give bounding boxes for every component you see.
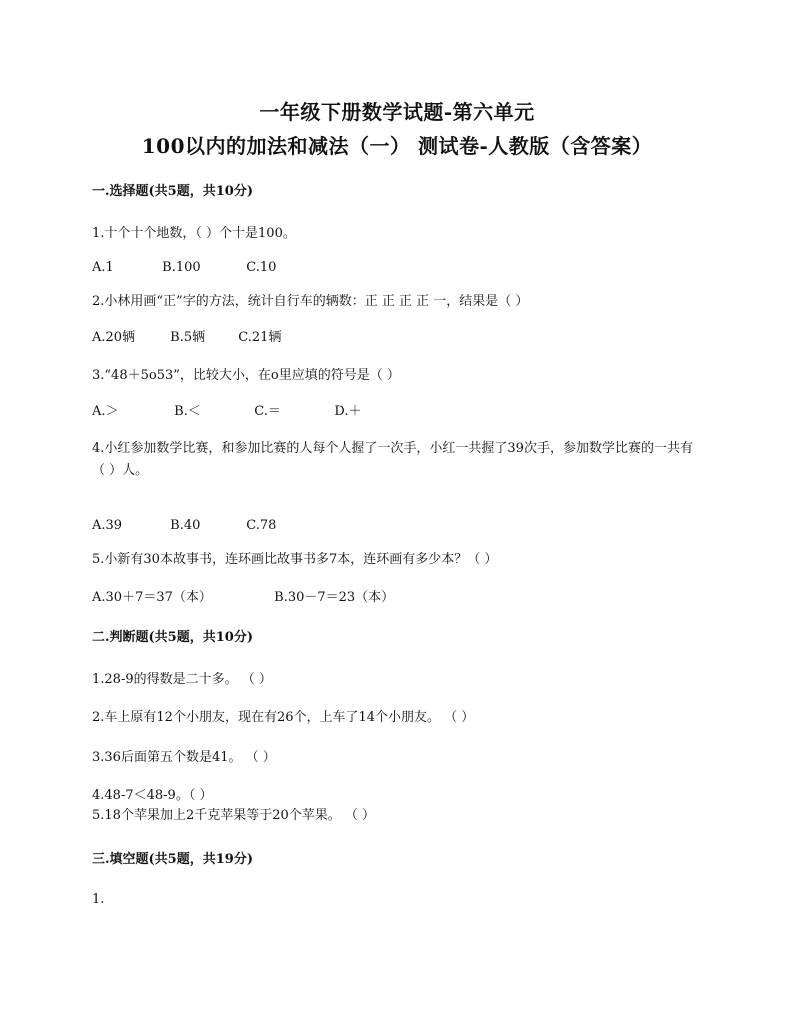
option-a: A.30＋7＝37（本） — [92, 590, 212, 605]
section-heading-choice: 一.选择题(共5题，共10分) — [92, 184, 253, 199]
option-c: C.＝ — [254, 404, 281, 419]
option-a: A.20辆 — [92, 330, 136, 345]
section-heading-fill-blank: 三.填空题(共5题，共19分) — [92, 852, 253, 867]
true-false-question-5: 5.18个苹果加上2千克苹果等于20个苹果。 （ ） — [92, 808, 376, 823]
true-false-question-2: 2.车上原有12个小朋友，现在有26个，上车了14个小朋友。 （ ） — [92, 710, 475, 725]
option-b: B.100 — [162, 260, 201, 275]
choice-question-4-options — [92, 516, 276, 536]
choice-question-3: 3.“48＋5o53”，比较大小，在o里应填的符号是（ ） — [92, 368, 400, 383]
choice-question-2: 2.小林用画“正”字的方法，统计自行车的辆数：正 正 正 正 一，结果是（ ） — [92, 294, 529, 309]
option-a: A.39 — [92, 518, 123, 533]
choice-question-1-options — [92, 258, 276, 278]
option-c: C.10 — [246, 260, 277, 275]
true-false-question-4: 4.48-7＜48-9。（ ） — [92, 788, 213, 803]
option-b: B.＜ — [174, 404, 201, 419]
choice-question-5: 5.小新有30本故事书，连环画比故事书多7本，连环画有多少本？（ ） — [92, 552, 498, 567]
option-b: B.40 — [170, 518, 201, 533]
fill-blank-question-1: 1. — [92, 892, 105, 907]
true-false-question-1: 1.28-9的得数是二十多。 （ ） — [92, 672, 272, 687]
option-b: B.5辆 — [170, 330, 206, 345]
option-c: C.78 — [246, 518, 277, 533]
document-title-line-1: 一年级下册数学试题-第六单元 — [259, 100, 535, 124]
section-heading-true-false: 二.判断题(共5题，共10分) — [92, 630, 253, 645]
choice-question-4: 4.小红参加数学比赛，和参加比赛的人每个人握了一次手，小红一共握了39次手，参加数学比赛的一共有（ ）人。 — [92, 441, 693, 478]
option-d: D.＋ — [334, 404, 362, 419]
document-title-line-2: 100以内的加法和减法（一） 测试卷-人教版（含答案） — [141, 134, 653, 158]
choice-question-2-options — [92, 328, 281, 348]
option-b: B.30－7＝23（本） — [274, 590, 395, 605]
true-false-question-3: 3.36后面第五个数是41。 （ ） — [92, 750, 276, 765]
choice-question-1: 1.十个十个地数，（ ）个十是100。 — [92, 226, 296, 241]
choice-question-3-options — [92, 402, 362, 422]
choice-question-5-options — [92, 588, 394, 608]
option-a: A.＞ — [92, 404, 119, 419]
option-c: C.21辆 — [238, 330, 282, 345]
option-a: A.1 — [92, 260, 114, 275]
